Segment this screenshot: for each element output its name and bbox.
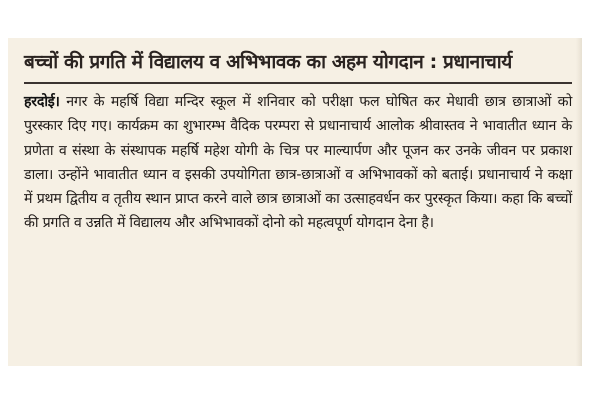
news-clipping xyxy=(8,38,582,366)
dateline: हरदोई। xyxy=(24,94,60,110)
article-body xyxy=(24,90,572,236)
article-text: नगर के महर्षि विद्या मन्दिर स्कूल में शनिवार को परीक्षा फल घोषित कर मेधावी छात्र छात्राओं को पुरस्कार दिए गए। कार्यक्रम का शुभारम्भ वैदिक परम्परा से प्रधानाचार्य आलोक श्रीवास्तव ने भावातीत ध्यान के प्रणेता व संस्था के संस्थापक महर्षि महेश योगी के चित्र पर माल्यार्पण और पूजन कर उनके जीवन पर प्रकाश डाला। उन्होंने भावातीत ध्यान व इसकी उपयोगिता छात्र-छात्राओं व अभिभावकों को बताई। प्रधानाचार्य ने कक्षा में प्रथम द्वितीय व तृतीय स्थान प्राप्त करने वाले छात्र छात्राओं का उत्साहवर्धन कर पुरस्कृत किया। कहा कि बच्चों की प्रगति व उन्नति में विद्यालय और अभिभावकों दोनो को महत्वपूर्ण योगदान देना है। xyxy=(24,94,572,232)
headline-divider xyxy=(24,82,572,84)
headline: बच्चों की प्रगति में विद्यालय व अभिभावक का अहम योगदान : प्रधानाचार्य xyxy=(24,51,512,73)
